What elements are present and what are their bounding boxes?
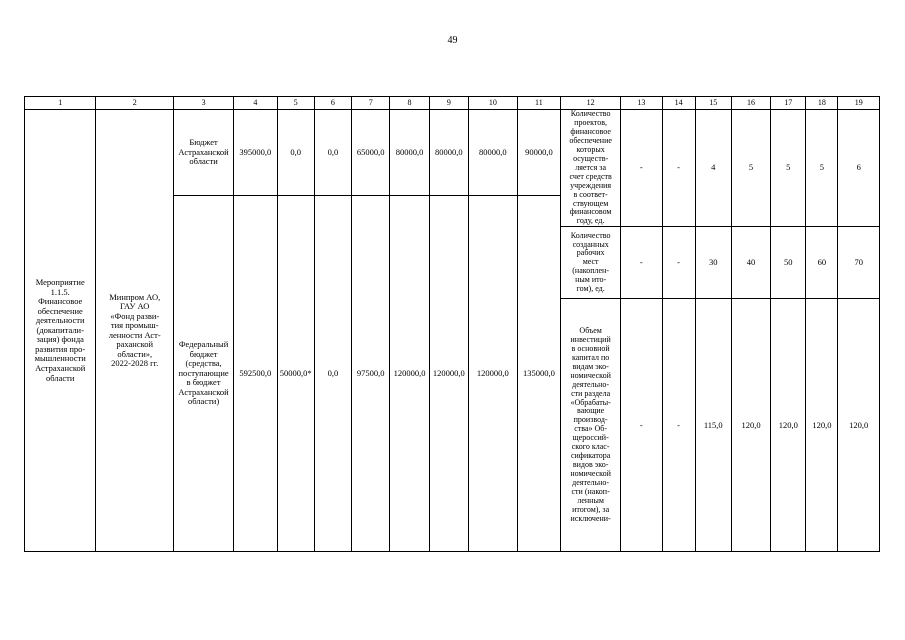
indicator-value: 50 xyxy=(771,227,806,299)
column-number: 10 xyxy=(469,97,518,110)
column-number: 5 xyxy=(277,97,314,110)
column-number: 13 xyxy=(621,97,662,110)
column-number: 2 xyxy=(96,97,174,110)
indicator-value: - xyxy=(662,110,695,227)
executor-cell: Минпром АО, ГАУ АО «Фонд разви- тия промыш- ленности Аст- раханской области», 2022-2028 гг. xyxy=(96,110,174,552)
funding-source: Федеральный бюджет (средства, поступающие в бюджет Астраханской области) xyxy=(174,196,234,552)
funding-value: 80000,0 xyxy=(469,110,518,196)
indicator-name: Объем инвестиций в основной капитал по видам эко- номической деятельно- сти раздела «Обрабаты- вающие производ- ства» Об- щероссий- ского клас- сификатора видов эко- номической деятельно- сти (накоп- ленным итогом), за исключени- xyxy=(561,299,621,552)
funding-value: 97500,0 xyxy=(352,196,390,552)
table-row xyxy=(25,110,880,196)
indicator-value: 120,0 xyxy=(771,299,806,552)
column-number: 14 xyxy=(662,97,695,110)
column-number: 8 xyxy=(390,97,429,110)
column-number: 11 xyxy=(517,97,560,110)
funding-value: 90000,0 xyxy=(517,110,560,196)
indicator-value: - xyxy=(621,299,662,552)
funding-value: 0,0 xyxy=(314,110,351,196)
column-number: 15 xyxy=(695,97,731,110)
funding-value: 135000,0 xyxy=(517,196,560,552)
program-table xyxy=(24,96,880,552)
indicator-value: - xyxy=(621,110,662,227)
column-number: 9 xyxy=(429,97,468,110)
funding-value: 80000,0 xyxy=(429,110,468,196)
funding-value: 65000,0 xyxy=(352,110,390,196)
indicator-value: 30 xyxy=(695,227,731,299)
funding-value: 120000,0 xyxy=(469,196,518,552)
indicator-value: - xyxy=(662,227,695,299)
indicator-value: 70 xyxy=(838,227,880,299)
funding-value: 0,0 xyxy=(277,110,314,196)
indicator-value: - xyxy=(662,299,695,552)
indicator-value: 120,0 xyxy=(731,299,770,552)
funding-total: 592500,0 xyxy=(234,196,277,552)
indicator-value: 6 xyxy=(838,110,880,227)
column-number: 18 xyxy=(806,97,838,110)
column-number: 19 xyxy=(838,97,880,110)
indicator-value: 5 xyxy=(731,110,770,227)
column-number: 12 xyxy=(561,97,621,110)
column-number: 6 xyxy=(314,97,351,110)
indicator-value: 60 xyxy=(806,227,838,299)
funding-value: 50000,0* xyxy=(277,196,314,552)
column-number-row xyxy=(25,97,880,110)
column-number: 7 xyxy=(352,97,390,110)
funding-value: 0,0 xyxy=(314,196,351,552)
funding-value: 120000,0 xyxy=(429,196,468,552)
indicator-value: - xyxy=(621,227,662,299)
column-number: 17 xyxy=(771,97,806,110)
measure-name: Мероприятие 1.1.5. Финансовое обеспечение деятельности (докапитали- зация) фонда развития про- мышленности Астраханской области xyxy=(25,110,96,552)
indicator-value: 5 xyxy=(806,110,838,227)
funding-total: 395000,0 xyxy=(234,110,277,196)
indicator-value: 40 xyxy=(731,227,770,299)
indicator-value: 4 xyxy=(695,110,731,227)
column-number: 4 xyxy=(234,97,277,110)
indicator-value: 115,0 xyxy=(695,299,731,552)
column-number: 3 xyxy=(174,97,234,110)
funding-value: 120000,0 xyxy=(390,196,429,552)
indicator-name: Количество созданных рабочих мест (накоплен- ным ито- гом), ед. xyxy=(561,227,621,299)
indicator-value: 120,0 xyxy=(838,299,880,552)
page-number: 49 xyxy=(447,35,458,46)
indicator-name: Количество проектов, финансовое обеспечение которых осуществ- ляется за счет средств учреждения в соответ- ствующем финансовом году, ед. xyxy=(561,110,621,227)
funding-source: Бюджет Астраханской области xyxy=(174,110,234,196)
indicator-value: 120,0 xyxy=(806,299,838,552)
indicator-value: 5 xyxy=(771,110,806,227)
column-number: 1 xyxy=(25,97,96,110)
column-number: 16 xyxy=(731,97,770,110)
funding-value: 80000,0 xyxy=(390,110,429,196)
